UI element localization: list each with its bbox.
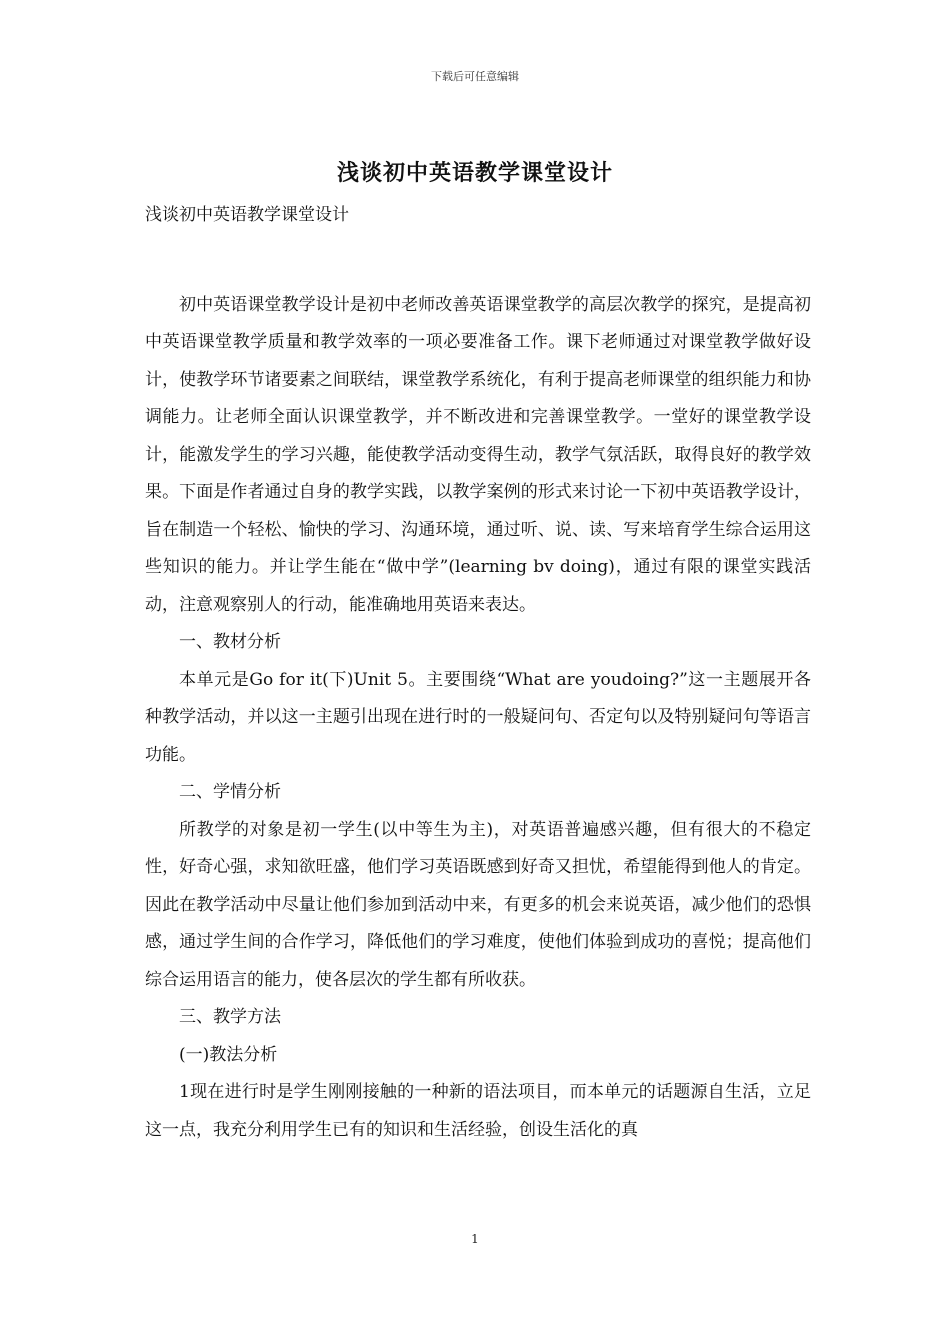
page-header-note: 下载后可任意编辑: [431, 70, 519, 83]
section-heading-student-analysis: 二、学情分析: [179, 782, 281, 802]
document-title: 浅谈初中英语教学课堂设计: [336, 161, 613, 186]
subsection-heading-method-analysis: (一)教法分析: [179, 1044, 278, 1065]
section-heading-textbook-analysis: 一、教材分析: [179, 632, 281, 652]
paragraph-student-analysis: 所教学的对象是初一学生(以中等生为主)，对英语普遍感兴趣，但有很大的不稳定性，好奇心强，求知欲旺盛，他们学习英语既感到好奇又担忧，希望能得到他人的肯定。因此在教学活动中尽量让他们参加到活动中来，有更多的机会来说英语，减少他们的恐惧感，通过学生间的合作学习，降低他们的学习难度，使他们体验到成功的喜悦；提高他们综合运用语言的能力，使各层次的学生都有所收获。: [145, 819, 811, 990]
paragraph-intro: 初中英语课堂教学设计是初中老师改善英语课堂教学的高层次教学的探究，是提高初中英语课堂教学质量和教学效率的一项必要准备工作。课下老师通过对课堂教学做好设计，使教学环节诸要素之间联结，课堂教学系统化，有利于提高老师课堂的组织能力和协调能力。让老师全面认识课堂教学，并不断改进和完善课堂教学。一堂好的课堂教学设计，能激发学生的学习兴趣，能使教学活动变得生动，教学气氛活跃，取得良好的教学效果。下面是作者通过自身的教学实践，以教学案例的形式来讨论一下初中英语教学设计，旨在制造一个轻松、愉快的学习、沟通环境，通过听、说、读、写来培育学生综合运用这些知识的能力。并让学生能在“做中学”(learning bv doing)，通过有限的课堂实践活动，注意观察别人的行动，能准确地用英语来表达。: [145, 294, 811, 615]
paragraph-textbook-analysis: 本单元是Go for it(下)Unit 5。主要围绕“What are youdoing?”这一主题展开各种教学活动，并以这一主题引出现在进行时的一般疑问句、否定句以及特别疑问句等语言功能。: [145, 669, 811, 765]
section-heading-teaching-methods: 三、教学方法: [179, 1007, 281, 1027]
document-subtitle: 浅谈初中英语教学课堂设计: [145, 205, 349, 225]
page-number: 1: [471, 1232, 479, 1246]
paragraph-spacer: [145, 235, 811, 287]
paragraph-method-analysis: 1现在进行时是学生刚刚接触的一种新的语法项目，而本单元的话题源自生活，立足这一点，我充分利用学生已有的知识和生活经验，创设生活化的真: [145, 1082, 811, 1140]
document-body: [145, 197, 811, 1149]
